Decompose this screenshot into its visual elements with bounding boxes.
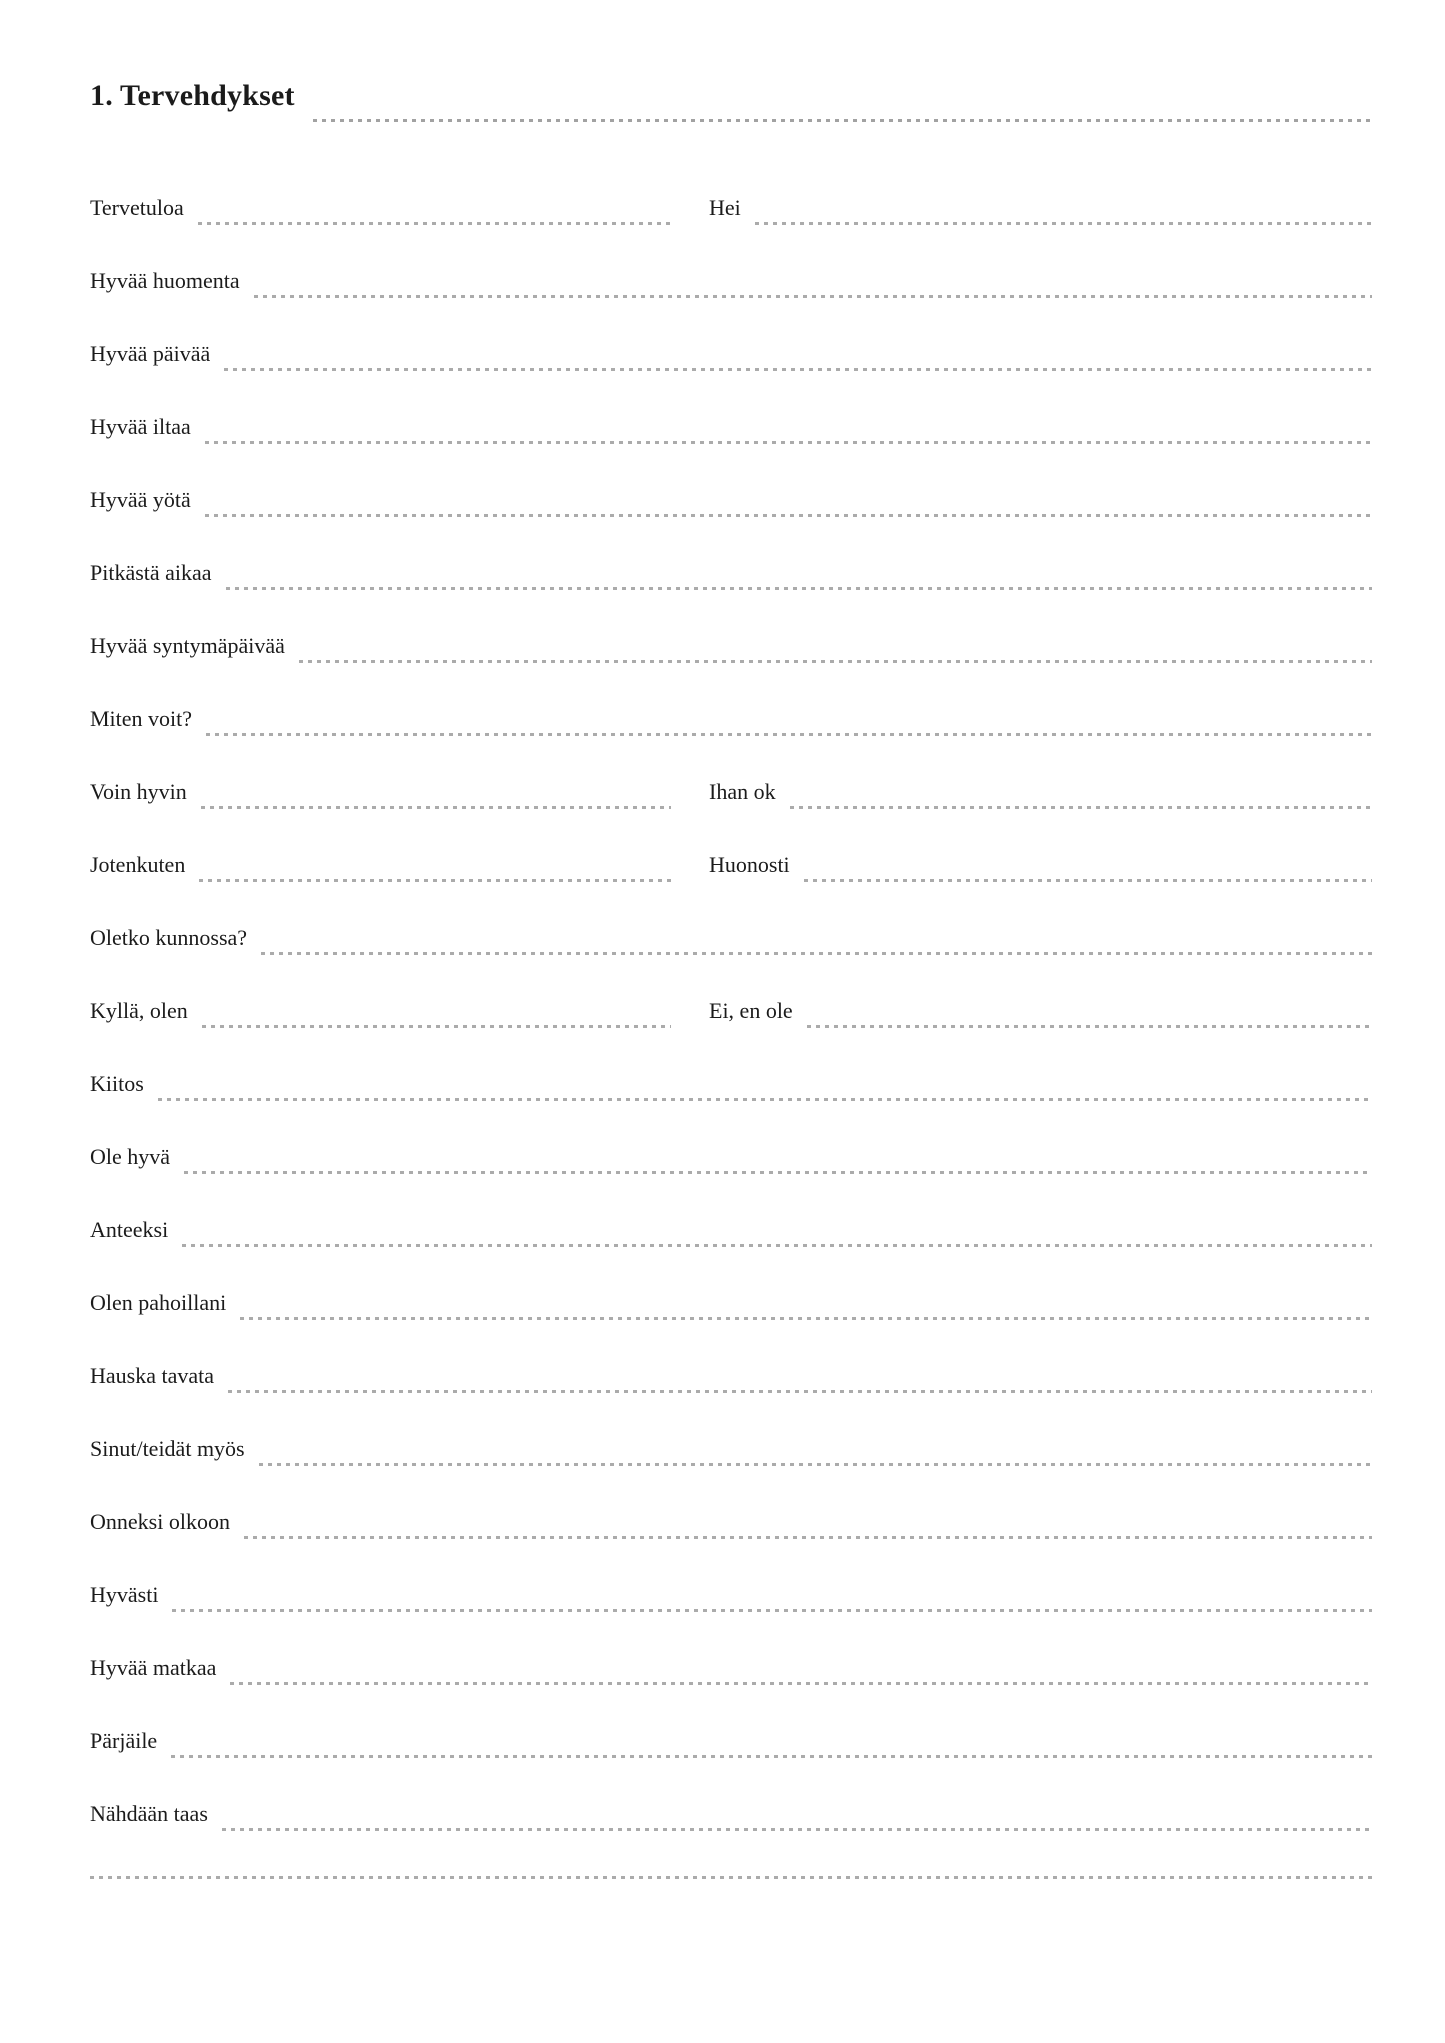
phrase-row [90, 1146, 1372, 1168]
phrase-label: Hyvää syntymäpäivää [90, 633, 285, 658]
phrase-cell [90, 1803, 1372, 1825]
phrase-label: Ihan ok [709, 779, 776, 804]
page-title: 1. Tervehdykset [90, 79, 295, 112]
separator-line [90, 1876, 1372, 1879]
phrase-label: Voin hyvin [90, 779, 187, 804]
phrase-row [90, 1219, 1372, 1241]
phrase-row [90, 1730, 1372, 1752]
phrase-cell [90, 270, 1372, 292]
phrase-row [90, 1365, 1372, 1387]
writing-line[interactable] [807, 1025, 1372, 1028]
phrase-row [90, 1584, 1372, 1606]
phrase-label: Tervetuloa [90, 195, 184, 220]
phrase-row [90, 927, 1372, 949]
phrase-label: Ei, en ole [709, 998, 793, 1023]
phrase-row [90, 489, 1372, 511]
phrase-cell [90, 1219, 1372, 1241]
phrase-label: Hyvästi [90, 1582, 159, 1607]
phrase-label: Kiitos [90, 1071, 144, 1096]
writing-line[interactable] [202, 1025, 671, 1028]
writing-line[interactable] [804, 879, 1372, 882]
writing-line[interactable] [206, 733, 1372, 736]
phrase-label: Hei [709, 195, 741, 220]
phrase-label: Oletko kunnossa? [90, 925, 248, 950]
phrase-label: Ole hyvä [90, 1144, 171, 1169]
phrase-label: Kyllä, olen [90, 998, 188, 1023]
writing-line[interactable] [755, 222, 1372, 225]
phrase-cell [90, 1657, 1372, 1679]
phrase-label: Sinut/teidät myös [90, 1436, 245, 1461]
phrase-cell [90, 781, 671, 803]
writing-line[interactable] [299, 660, 1372, 663]
phrase-label: Hyvää päivää [90, 341, 211, 366]
phrase-cell [90, 1438, 1372, 1460]
writing-line[interactable] [261, 952, 1372, 955]
phrase-row [90, 854, 1372, 876]
title-dotted-line [313, 119, 1372, 122]
phrase-label: Jotenkuten [90, 852, 186, 877]
phrase-row [90, 1000, 1372, 1022]
writing-line[interactable] [222, 1828, 1372, 1831]
writing-line[interactable] [205, 514, 1372, 517]
writing-line[interactable] [224, 368, 1372, 371]
writing-line[interactable] [201, 806, 671, 809]
phrase-row [90, 1803, 1372, 1825]
writing-line[interactable] [244, 1536, 1372, 1539]
phrase-cell [90, 416, 1372, 438]
phrase-cell [90, 197, 671, 219]
writing-line[interactable] [199, 879, 671, 882]
phrase-row [90, 781, 1372, 803]
phrase-cell [90, 1073, 1372, 1095]
writing-line[interactable] [226, 587, 1372, 590]
writing-line[interactable] [182, 1244, 1372, 1247]
phrase-row [90, 1073, 1372, 1095]
phrase-label: Olen pahoillani [90, 1290, 227, 1315]
phrase-label: Onneksi olkoon [90, 1509, 230, 1534]
phrase-cell [709, 197, 1372, 219]
writing-line[interactable] [198, 222, 671, 225]
phrase-row [90, 1292, 1372, 1314]
writing-line[interactable] [205, 441, 1372, 444]
phrase-row [90, 416, 1372, 438]
phrase-cell [709, 1000, 1372, 1022]
phrase-label: Pärjäile [90, 1728, 158, 1753]
phrase-label: Hyvää yötä [90, 487, 191, 512]
phrase-label: Hyvää matkaa [90, 1655, 217, 1680]
phrase-label: Pitkästä aikaa [90, 560, 212, 585]
phrase-cell [90, 343, 1372, 365]
phrase-cell [90, 1730, 1372, 1752]
writing-line[interactable] [259, 1463, 1372, 1466]
phrase-label: Hyvää huomenta [90, 268, 240, 293]
phrase-row [90, 1511, 1372, 1533]
writing-line[interactable] [240, 1317, 1372, 1320]
writing-line[interactable] [254, 295, 1372, 298]
phrase-label: Hyvää iltaa [90, 414, 191, 439]
writing-line[interactable] [228, 1390, 1372, 1393]
writing-line[interactable] [158, 1098, 1372, 1101]
phrase-label: Anteeksi [90, 1217, 169, 1242]
phrase-row [90, 270, 1372, 292]
phrase-label: Huonosti [709, 852, 790, 877]
phrase-cell [90, 1365, 1372, 1387]
phrase-cell [90, 1511, 1372, 1533]
phrase-row [90, 197, 1372, 219]
phrase-cell [90, 1146, 1372, 1168]
phrase-row [90, 708, 1372, 730]
writing-line[interactable] [172, 1609, 1372, 1612]
phrase-cell [90, 635, 1372, 657]
phrase-label: Nähdään taas [90, 1801, 208, 1826]
writing-line[interactable] [230, 1682, 1372, 1685]
phrase-row [90, 635, 1372, 657]
phrase-label: Miten voit? [90, 706, 193, 731]
section-title-row [90, 78, 1372, 114]
phrase-cell [90, 1584, 1372, 1606]
phrase-cell [90, 708, 1372, 730]
writing-line[interactable] [171, 1755, 1372, 1758]
phrase-cell [709, 854, 1372, 876]
phrase-row [90, 562, 1372, 584]
writing-line[interactable] [790, 806, 1372, 809]
phrase-cell [90, 1000, 671, 1022]
phrase-row [90, 1657, 1372, 1679]
phrase-cell [90, 854, 671, 876]
phrase-cell [90, 1292, 1372, 1314]
phrase-row [90, 343, 1372, 365]
phrase-cell [90, 489, 1372, 511]
phrase-cell [90, 927, 1372, 949]
phrase-row [90, 1438, 1372, 1460]
phrase-cell [709, 781, 1372, 803]
phrase-cell [90, 562, 1372, 584]
phrase-label: Hauska tavata [90, 1363, 214, 1388]
writing-line[interactable] [184, 1171, 1372, 1174]
